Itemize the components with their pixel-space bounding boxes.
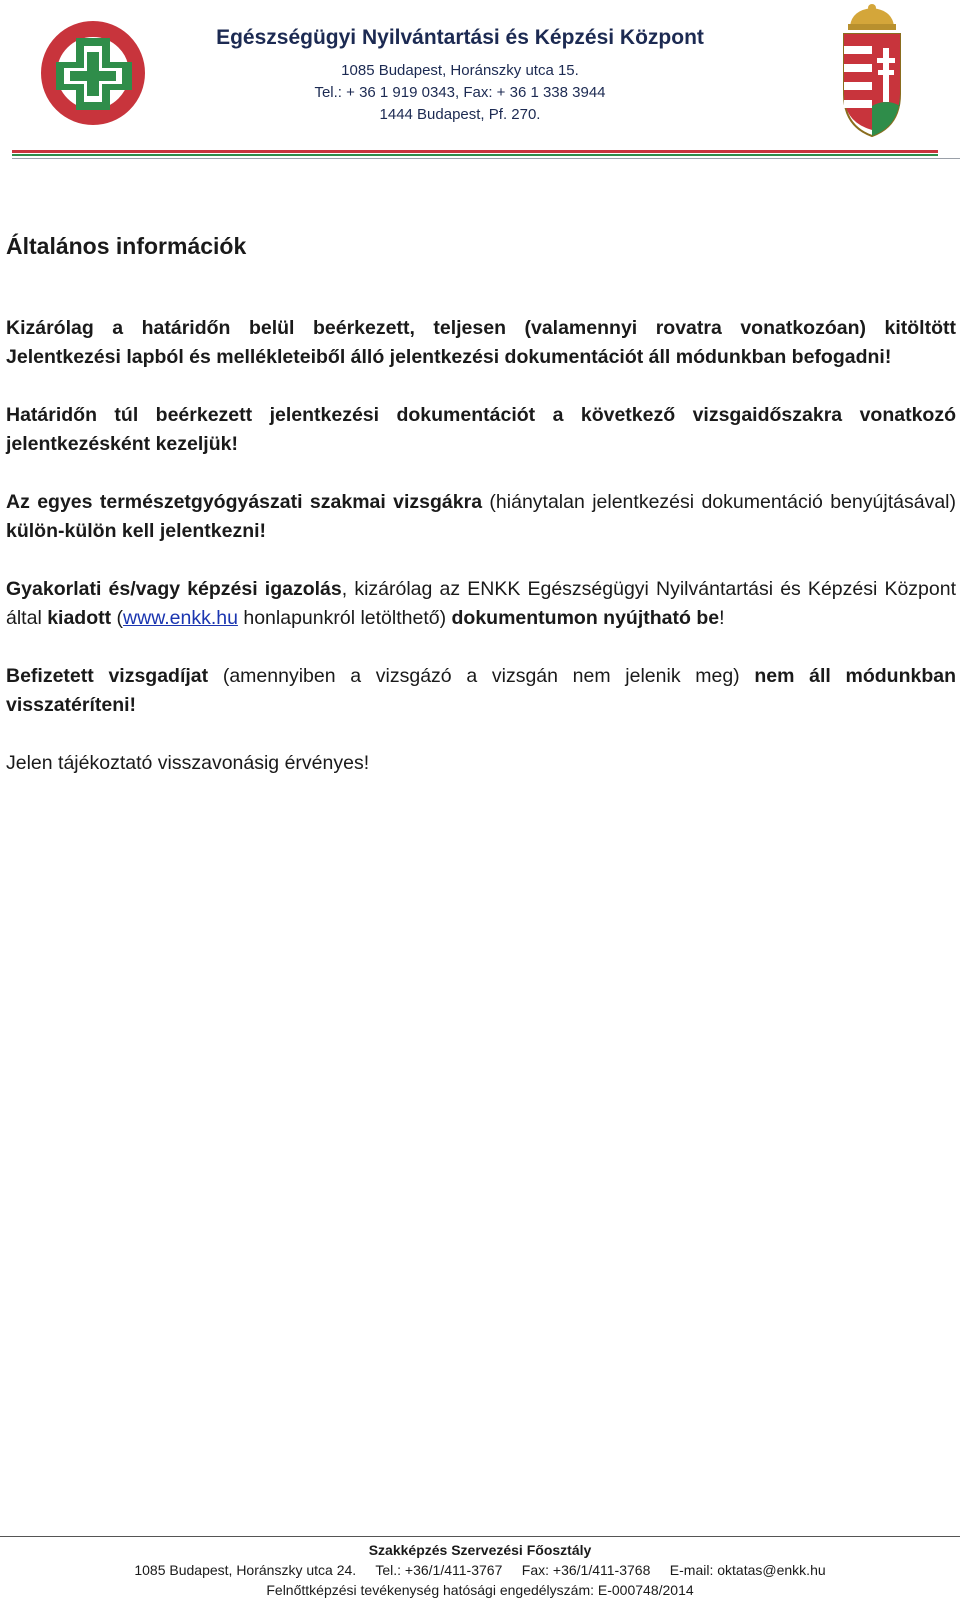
paragraph-exam-fee xyxy=(6,662,956,720)
text-normal: honlapunkról letölthető) xyxy=(237,607,452,629)
letterhead xyxy=(0,0,960,170)
text-normal: , kizárólag az ENKK Egészségügyi Nyilvántartási és Képzési Központ által xyxy=(6,578,957,629)
text-normal: ! xyxy=(719,607,725,629)
text-normal: ( xyxy=(111,607,124,629)
footer-department: Szakképzés Szervezési Főosztály xyxy=(368,1542,592,1558)
page-footer xyxy=(0,1536,960,1600)
document-body xyxy=(6,232,956,807)
org-phone-fax: Tel.: + 36 1 919 0343, Fax: + 36 1 338 3944 xyxy=(314,84,606,101)
page-title: Általános információk xyxy=(6,233,247,259)
org-po-box: 1444 Budapest, Pf. 270. xyxy=(379,106,541,123)
enkk-logo-icon xyxy=(38,18,148,128)
paragraph-complete-application: Kizárólag a határidőn belül beérkezett, teljesen (valamennyi rovatra vonatkozóan) kitöltött Jelentkezési lapból és mellékleteiből álló jelentkezési dokumentációt áll módunkban befogadni! xyxy=(6,317,956,368)
footer-license: Felnőttképzési tevékenység hatósági engedélyszám: E-000748/2014 xyxy=(266,1582,694,1598)
enkk-website-link[interactable]: www.enkk.hu xyxy=(123,607,238,629)
text-bold: Befizetett vizsgadíjat xyxy=(6,665,209,687)
text-normal: (hiánytalan jelentkezési dokumentáció benyújtásával) xyxy=(482,491,956,513)
text-bold: Az egyes természetgyógyászati szakmai vizsgákra xyxy=(6,491,483,513)
paragraph-validity: Jelen tájékoztató visszavonásig érvényes! xyxy=(6,752,370,774)
text-bold: külön-külön kell jelentkezni! xyxy=(6,520,267,542)
text-bold: kiadott xyxy=(47,607,112,629)
header-rule-red xyxy=(12,150,938,153)
footer-contact: 1085 Budapest, Horánszky utca 24. Tel.: +36/1/411-3767 Fax: +36/1/411-3768 E-mail: oktatas@enkk.hu xyxy=(134,1562,826,1578)
header-rule-green xyxy=(12,154,938,156)
hungarian-coat-of-arms-icon xyxy=(838,2,906,140)
org-address: 1085 Budapest, Horánszky utca 15. xyxy=(341,62,579,79)
text-bold: dokumentumon nyújtható be xyxy=(451,607,720,629)
text-normal: (amennyiben a vizsgázó a vizsgán nem jelenik meg) xyxy=(208,665,755,687)
paragraph-separate-exams xyxy=(6,488,956,546)
text-bold: Gyakorlati és/vagy képzési igazolás xyxy=(6,578,342,600)
footer-rule xyxy=(0,1536,960,1537)
header-rule-gray xyxy=(12,158,960,159)
text-bold: nem áll módunkban visszatéríteni! xyxy=(6,665,956,716)
paragraph-late-application: Határidőn túl beérkezett jelentkezési dokumentációt a következő vizsgaidőszakra vonatkozó jelentkezésként kezeljük! xyxy=(6,404,956,455)
org-name: Egészségügyi Nyilvántartási és Képzési Központ xyxy=(216,26,704,49)
paragraph-training-certificate xyxy=(6,575,956,633)
